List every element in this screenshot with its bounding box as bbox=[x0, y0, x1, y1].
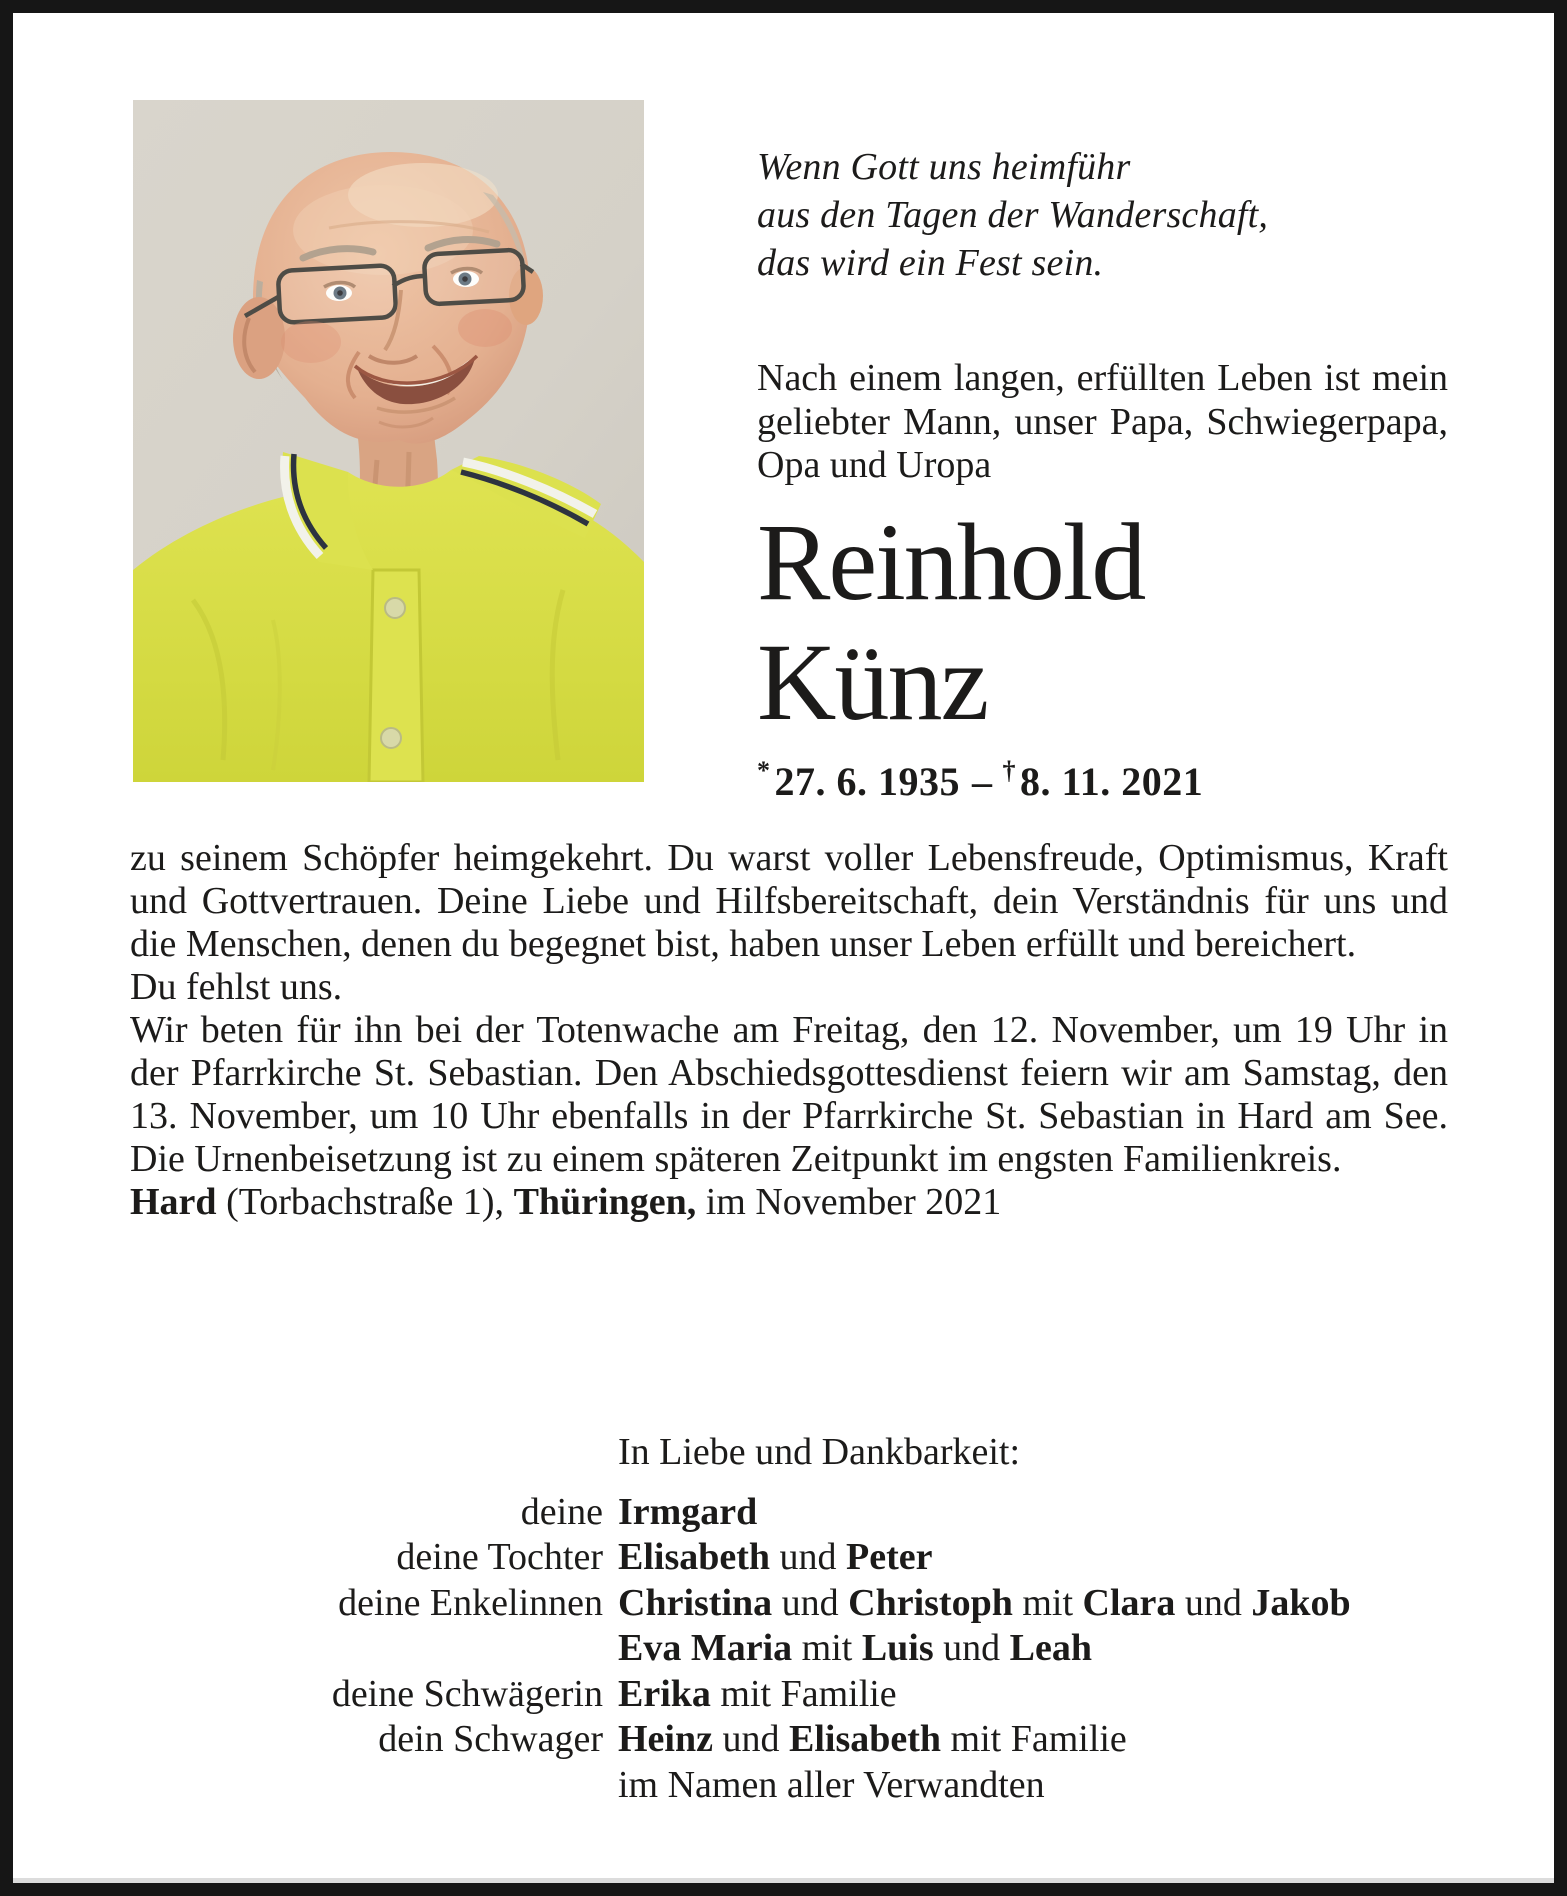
closing-section bbox=[130, 1430, 1448, 1808]
region-name: Thüringen, bbox=[513, 1181, 697, 1223]
connector-text: und bbox=[712, 1718, 789, 1760]
family-member-name: Jakob bbox=[1251, 1581, 1351, 1624]
family-row-grandchildren-2 bbox=[130, 1626, 1448, 1672]
paragraph-du-fehlst-uns: Du fehlst uns. bbox=[130, 966, 343, 1008]
family-member-name: Irmgard bbox=[618, 1490, 758, 1533]
dates-separator: – bbox=[972, 758, 993, 804]
relation-label: dein Schwager bbox=[378, 1718, 603, 1760]
memorial-quote bbox=[757, 143, 1448, 287]
shirt-button bbox=[385, 598, 405, 618]
quote-line: Wenn Gott uns heimführ bbox=[757, 146, 1131, 188]
portrait-photo bbox=[133, 100, 644, 782]
family-member-name: Eva Maria bbox=[618, 1627, 793, 1669]
family-row-daughter bbox=[130, 1535, 1448, 1581]
family-row-wife bbox=[130, 1490, 1448, 1536]
header-column bbox=[757, 143, 1448, 805]
life-dates bbox=[757, 755, 1448, 805]
bottom-divider-line bbox=[13, 1878, 1554, 1883]
family-member-name: Elisabeth bbox=[788, 1718, 942, 1760]
birth-date: 27. 6. 1935 bbox=[774, 758, 960, 804]
portrait-photo-illustration bbox=[133, 100, 644, 782]
family-names bbox=[618, 1490, 1448, 1536]
connector-text: und bbox=[1175, 1581, 1252, 1624]
place-name: Hard bbox=[130, 1181, 217, 1223]
deceased-name bbox=[757, 502, 1448, 742]
paragraph-tribute: zu seinem Schöpfer heimgekehrt. Du warst voller Lebensfreude, Optimismus, Kraft und Gottvertrauen. Deine Liebe und Hilfsbereitschaft, dein Verständnis für uns und die Menschen, denen du begegnet bist, haben unser Leben erfüllt und bereichert. bbox=[130, 837, 1448, 965]
family-member-name: Peter bbox=[846, 1536, 933, 1578]
family-member-name: Luis bbox=[861, 1627, 934, 1669]
family-names bbox=[618, 1672, 1448, 1718]
closing-heading: In Liebe und Dankbarkeit: bbox=[618, 1431, 1021, 1473]
place-date-line bbox=[130, 1181, 1448, 1224]
quote-line: aus den Tagen der Wanderschaft, bbox=[757, 194, 1269, 236]
relation-label: deine bbox=[520, 1490, 603, 1533]
family-member-name: Elisabeth bbox=[618, 1536, 771, 1578]
death-cross-icon: † bbox=[1002, 755, 1016, 785]
family-names bbox=[618, 1763, 1448, 1809]
family-member-name: Heinz bbox=[618, 1718, 713, 1760]
family-member-name: Christina bbox=[618, 1581, 773, 1624]
connector-text: und bbox=[770, 1536, 847, 1578]
relation-label: deine Schwägerin bbox=[331, 1672, 603, 1715]
deceased-last-name: Künz bbox=[757, 620, 988, 743]
family-names bbox=[618, 1535, 1448, 1581]
place-date-suffix: im November 2021 bbox=[696, 1181, 1002, 1223]
birth-star-icon: * bbox=[757, 755, 771, 785]
paragraph-service-details: Wir beten für ihn bei der Totenwache am Freitag, den 12. November, um 19 Uhr in der Pfarrkirche St. Sebastian. Den Abschiedsgottesdienst feiern wir am Samstag, den 13. November, um 10 Uhr ebenfalls in der Pfarrkirche St. Sebastian in Hard am See. Die Urnenbeisetzung ist zu einem späteren Zeitpunkt im engsten Familienkreis. bbox=[130, 1009, 1448, 1180]
connector-text: mit bbox=[792, 1627, 862, 1669]
family-row-all-relatives bbox=[130, 1763, 1448, 1809]
intro-paragraph: Nach einem langen, erfüllten Leben ist mein geliebter Mann, unser Papa, Schwiegerpapa, Opa und Uropa bbox=[757, 357, 1448, 486]
deceased-first-name: Reinhold bbox=[757, 500, 1145, 623]
death-date: 8. 11. 2021 bbox=[1020, 758, 1204, 804]
shirt-button bbox=[381, 728, 401, 748]
connector-text: mit bbox=[1012, 1581, 1083, 1624]
connector-text: und bbox=[772, 1581, 849, 1624]
family-member-name: Christoph bbox=[848, 1581, 1013, 1624]
relation-label bbox=[130, 1763, 618, 1809]
family-row-brother-in-law bbox=[130, 1717, 1448, 1763]
family-row-sister-in-law bbox=[130, 1672, 1448, 1718]
relation-label bbox=[130, 1626, 618, 1672]
family-names bbox=[618, 1717, 1448, 1763]
relation-label: deine Tochter bbox=[396, 1536, 603, 1578]
family-member-name: Erika bbox=[618, 1672, 711, 1715]
body-text bbox=[130, 837, 1448, 1224]
connector-text: und bbox=[933, 1627, 1010, 1669]
family-member-name: Leah bbox=[1009, 1627, 1093, 1669]
family-names bbox=[618, 1626, 1448, 1672]
relation-label: deine Enkelinnen bbox=[338, 1581, 603, 1624]
family-member-name: Clara bbox=[1082, 1581, 1176, 1624]
place-address: (Torbachstraße 1), bbox=[216, 1181, 514, 1223]
quote-line: das wird ein Fest sein. bbox=[757, 242, 1104, 284]
family-names bbox=[618, 1581, 1448, 1627]
connector-text: mit Familie bbox=[710, 1672, 897, 1715]
closing-final-line: im Namen aller Verwandten bbox=[618, 1763, 1045, 1806]
family-row-grandchildren bbox=[130, 1581, 1448, 1627]
connector-text: mit Familie bbox=[941, 1718, 1127, 1760]
